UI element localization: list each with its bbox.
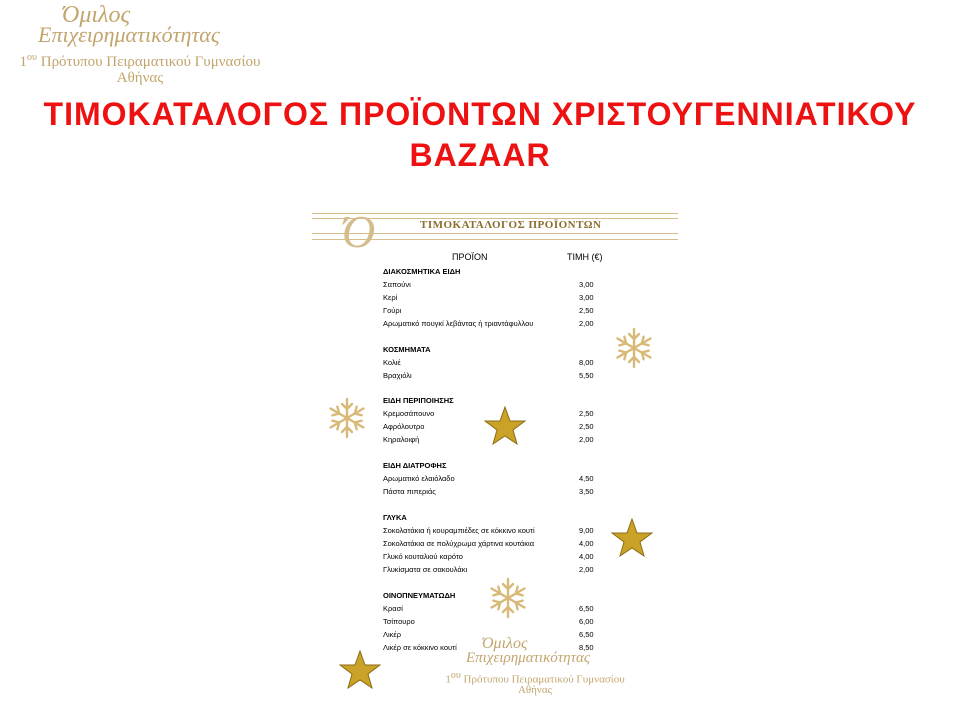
snowflake-icon <box>325 396 369 440</box>
product-name: Λικέρ σε κόκκινο κουτί <box>383 643 457 652</box>
product-name: Σοκολατάκια σε πολύχρωμα χάρτινα κουτάκια <box>383 539 535 548</box>
title-line-1: ΤΙΜΟΚΑΤΑΛΟΓΟΣ ΠΡΟΪΟΝΤΩΝ ΧΡΙΣΤΟΥΓΕΝΝΙΑΤΙΚΟΥ <box>43 96 917 132</box>
product-price: 2,00 <box>579 435 594 444</box>
product-price: 3,00 <box>579 293 594 302</box>
product-price: 2,50 <box>579 422 594 431</box>
logo-school-number: 1 <box>19 54 28 70</box>
product-name: Σαπούνι <box>383 280 411 289</box>
logo-school-name: Πρότυπου Πειραματικού Γυμνασίου <box>460 673 625 686</box>
header-emblem: Ό <box>342 206 376 257</box>
logo-city: Αθήνας <box>116 70 164 86</box>
snowflake-icon <box>486 576 530 620</box>
section-title: ΚΟΣΜΗΜΑΤΑ <box>383 345 431 354</box>
star-icon <box>339 650 381 690</box>
page-title <box>0 94 960 176</box>
section-title: ΔΙΑΚΟΣΜΗΤΙΚΑ ΕΙΔΗ <box>383 267 461 276</box>
product-price: 4,00 <box>579 539 594 548</box>
product-price: 4,50 <box>579 474 594 483</box>
logo-school-number: 1 <box>445 673 451 686</box>
product-name: Αρωματικό ελαιόλαδο <box>383 474 455 483</box>
club-logo-top <box>0 0 280 95</box>
product-price: 9,00 <box>579 526 594 535</box>
section-title: ΓΛΥΚΑ <box>383 513 407 522</box>
logo-school <box>0 52 280 71</box>
product-price: 5,50 <box>579 371 594 380</box>
product-price: 2,00 <box>579 565 594 574</box>
product-name: Γούρι <box>383 306 402 315</box>
star-icon <box>611 518 653 558</box>
logo-school-name: Πρότυπου Πειραματικού Γυμνασίου <box>36 54 261 70</box>
product-price: 6,50 <box>579 604 594 613</box>
product-price: 6,00 <box>579 617 594 626</box>
logo-line-2: Επιχειρηματικότητας <box>38 22 220 47</box>
price-list-header <box>312 205 678 255</box>
logo-school-sup: ου <box>27 52 37 63</box>
star-icon <box>484 406 526 446</box>
product-name: Σοκολατάκια ή κουραμπιέδες σε κόκκινο κουτί <box>383 526 535 535</box>
product-name: Γλυκό κουταλιού καρότο <box>383 552 463 561</box>
product-name: Κηραλοιφή <box>383 435 420 444</box>
product-name: Κερί <box>383 293 398 302</box>
section-title: ΟΙΝΟΠΝΕΥΜΑΤΩΔΗ <box>383 591 456 600</box>
product-name: Πάστα πιπεριάς <box>383 487 436 496</box>
product-name: Αφρόλουτρο <box>383 422 425 431</box>
product-name: Κρεμοσάπουνο <box>383 409 435 418</box>
product-price: 8,50 <box>579 643 594 652</box>
product-price: 8,00 <box>579 358 594 367</box>
section-title: ΕΙΔΗ ΠΕΡΙΠΟΙΗΣΗΣ <box>383 396 454 405</box>
club-logo-bottom <box>410 635 660 715</box>
product-name: Τσίπουρο <box>383 617 415 626</box>
column-product: ΠΡΟΪΟΝ <box>452 252 488 262</box>
product-price: 4,00 <box>579 552 594 561</box>
product-name: Κολιέ <box>383 358 401 367</box>
column-price: ΤΙΜΗ (€) <box>567 252 603 262</box>
product-price: 3,00 <box>579 280 594 289</box>
title-line-2: BAZAAR <box>409 137 551 173</box>
logo-school-sup: ου <box>450 670 461 681</box>
product-name: Αρωματικό πουγκί λεβάντας ή τριαντάφυλλου <box>383 319 534 328</box>
snowflake-icon <box>612 326 656 370</box>
product-name: Βραχιόλι <box>383 371 412 380</box>
product-price: 2,00 <box>579 319 594 328</box>
product-price: 2,50 <box>579 306 594 315</box>
product-name: Γλυκίσματα σε σακουλάκι <box>383 565 468 574</box>
logo-line-1: Όμιλος <box>482 635 528 652</box>
product-name: Λικέρ <box>383 630 402 639</box>
logo-line-2: Επιχειρηματικότητας <box>466 650 590 666</box>
product-price: 3,50 <box>579 487 594 496</box>
product-price: 6,50 <box>579 630 594 639</box>
logo-line-1: Όμιλος <box>62 2 131 28</box>
product-name: Κρασί <box>383 604 403 613</box>
logo-city: Αθήνας <box>517 684 553 696</box>
product-price: 2,50 <box>579 409 594 418</box>
header-title: ΤΙΜΟΚΑΤΑΛΟΓΟΣ ΠΡΟΪΟΝΤΩΝ <box>420 219 602 231</box>
section-title: ΕΙΔΗ ΔΙΑΤΡΟΦΗΣ <box>383 461 447 470</box>
